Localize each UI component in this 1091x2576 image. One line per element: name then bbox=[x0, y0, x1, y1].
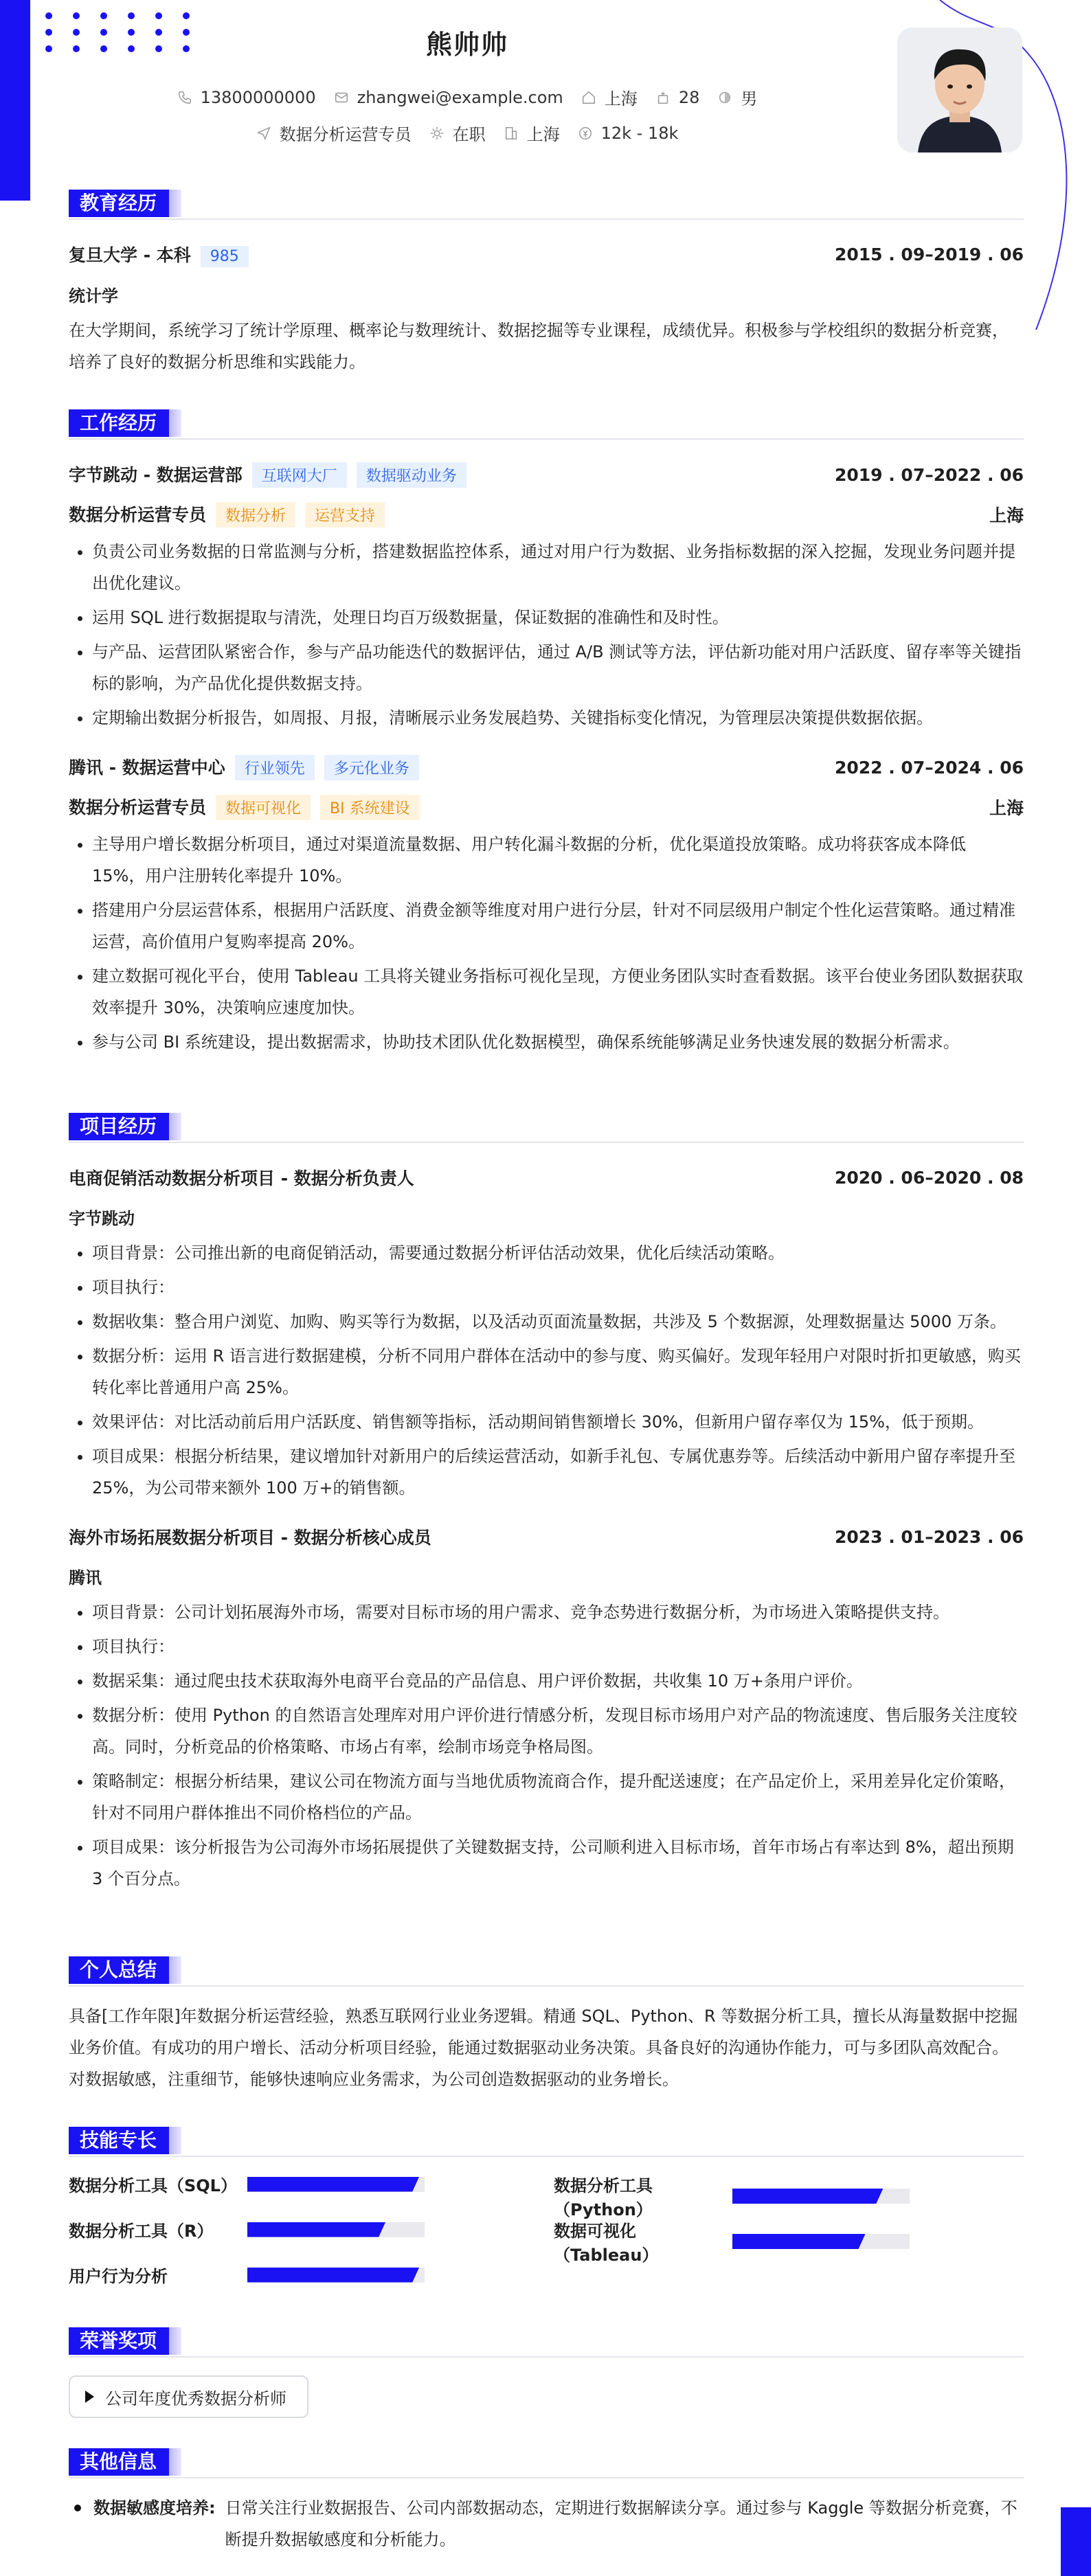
skill-bar-fill bbox=[247, 2177, 419, 2192]
list-item: • 运用 SQL 进行数据提取与清洗，处理日均百万级数据量，保证数据的准确性和及时性。 bbox=[92, 602, 1024, 633]
job-location: 上海 bbox=[989, 506, 1024, 526]
phone-icon bbox=[177, 90, 192, 105]
bottom-right-accent-bar bbox=[1061, 2507, 1091, 2576]
skill-bar bbox=[732, 2234, 910, 2249]
contact-row bbox=[0, 85, 934, 109]
list-item: • 数据收集：整合用户浏览、加购、购买等行为数据，以及活动页面流量数据，共涉及 5 个数据源，处理数据量达 5000 万条。 bbox=[92, 1306, 1024, 1337]
awards-section bbox=[69, 2327, 1024, 2418]
role-line bbox=[69, 501, 385, 528]
skill-item bbox=[69, 2263, 425, 2287]
summary-text: 具备[工作年限]年数据分析运营经验，熟悉互联网行业业务逻辑。精通 SQL、Python、R 等数据分析工具，擅长从海量数据中挖掘业务价值。有成功的用户增长、活动分析项目经验，能通过数据驱动业务决策。具备良好的沟通协作能力，可与多团队高效配合。对数据敏感，注重细节，能够快速响应业务需求，为公司创造数据驱动的业务增长。 bbox=[69, 2007, 1018, 2089]
age-text: 28 bbox=[678, 87, 700, 107]
list-item: • 搭建用户分层运营体系，根据用户活跃度、消费金额等维度对用户进行分层，针对不同层级用户制定个性化运营策略。通过精准运营，高价值用户复购率提高 20%。 bbox=[92, 894, 1024, 958]
section-header bbox=[69, 2327, 1024, 2358]
section-header bbox=[69, 409, 1024, 440]
project-entry bbox=[69, 1524, 1024, 1895]
role-tag: 数据分析 bbox=[216, 502, 295, 528]
school-tag: 985 bbox=[201, 246, 249, 267]
send-icon bbox=[256, 126, 271, 141]
skill-bar bbox=[732, 2189, 910, 2204]
job-header bbox=[69, 462, 1024, 488]
skill-name: 数据分析工具（SQL） bbox=[69, 2176, 237, 2195]
skill-name: 数据分析工具（Python） bbox=[554, 2176, 653, 2219]
money-icon bbox=[578, 126, 593, 141]
target-city-item bbox=[504, 121, 560, 145]
gender-text: 男 bbox=[741, 89, 758, 109]
play-icon bbox=[85, 2391, 94, 2403]
job-entry bbox=[69, 462, 1024, 734]
age-item bbox=[655, 88, 700, 107]
company-tag: 互联网大厂 bbox=[252, 462, 347, 488]
role-row bbox=[69, 794, 1024, 820]
skill-item bbox=[554, 2217, 910, 2266]
role-line bbox=[69, 794, 420, 820]
job-date: 2022 . 07–2024 . 06 bbox=[834, 757, 1024, 778]
skill-bar-fill bbox=[247, 2222, 385, 2237]
section-title: 个人总结 bbox=[69, 1956, 169, 1984]
gear-icon bbox=[429, 126, 445, 141]
skill-name: 用户行为分析 bbox=[69, 2267, 168, 2286]
skill-name: 数据分析工具（R） bbox=[69, 2222, 214, 2241]
project-bullets bbox=[69, 1237, 1024, 1504]
list-item: • 策略制定：根据分析结果，建议公司在物流方面与当地优质物流商合作，提升配送速度；在产品定价上，采用差异化定价策略，针对不同用户群体推出不同价格档位的产品。 bbox=[92, 1765, 1024, 1829]
project-name: 海外市场拓展数据分析项目 - 数据分析核心成员 bbox=[69, 1528, 431, 1548]
list-item: • 负责公司业务数据的日常监测与分析，搭建数据监控体系，通过对用户行为数据、业务指标数据的深入挖掘，发现业务问题并提出优化建议。 bbox=[92, 536, 1024, 599]
education-section bbox=[69, 190, 1024, 378]
city-item bbox=[581, 85, 638, 109]
other-item bbox=[69, 2492, 1024, 2555]
project-org: 腾讯 bbox=[69, 1568, 102, 1588]
company-tag: 行业领先 bbox=[235, 755, 315, 780]
email-text: zhangwei@example.com bbox=[357, 87, 563, 107]
job-entry bbox=[69, 754, 1024, 1058]
list-item: • 参与公司 BI 系统建设，提出数据需求，协助技术团队优化数据模型，确保系统能够满足业务快速发展的数据分析需求。 bbox=[92, 1026, 1024, 1058]
skill-bar bbox=[247, 2268, 425, 2283]
section-title: 其他信息 bbox=[69, 2448, 169, 2476]
project-bullets bbox=[69, 1596, 1024, 1895]
gender-icon bbox=[717, 90, 732, 105]
list-item: • 建立数据可视化平台，使用 Tableau 工具将关键业务指标可视化呈现，方便业务团队实时查看数据。该平台使业务团队数据获取效率提升 30%，决策响应速度加快。 bbox=[92, 960, 1024, 1024]
job-target-item bbox=[256, 121, 412, 145]
list-item: • 与产品、运营团队紧密合作，参与产品功能迭代的数据评估，通过 A/B 测试等方法，评估新功能对用户活跃度、留存率等关键指标的影响，为产品优化提供数据支持。 bbox=[92, 636, 1024, 699]
award-item bbox=[69, 2375, 308, 2418]
education-desc: 在大学期间，系统学习了统计学原理、概率论与数理统计、数据挖掘等专业课程，成绩优异。积极参与学校组织的数据分析竞赛，培养了良好的数据分析思维和实践能力。 bbox=[69, 321, 1009, 372]
job-date: 2019 . 07–2022 . 06 bbox=[834, 464, 1024, 485]
job-target-text: 数据分析运营专员 bbox=[279, 125, 412, 144]
role-name: 数据分析运营专员 bbox=[69, 798, 207, 817]
project-date: 2020 . 06–2020 . 08 bbox=[834, 1167, 1024, 1188]
list-item: • 项目执行： bbox=[92, 1631, 1024, 1662]
project-name: 电商促销活动数据分析项目 - 数据分析负责人 bbox=[69, 1168, 414, 1188]
education-row bbox=[69, 242, 1024, 267]
status-item bbox=[429, 121, 486, 145]
home-icon bbox=[581, 90, 596, 105]
company-tag: 多元化业务 bbox=[324, 755, 419, 780]
company-name: 腾讯 - 数据运营中心 bbox=[69, 758, 225, 778]
list-item: • 数据采集：通过爬虫技术获取海外电商平台竞品的产品信息、用户评价数据，共收集 10 万+条用户评价。 bbox=[92, 1665, 1024, 1697]
role-name: 数据分析运营专员 bbox=[69, 505, 207, 525]
salary-item bbox=[578, 124, 679, 143]
company-line bbox=[69, 754, 419, 780]
skill-item bbox=[69, 2172, 425, 2196]
other-text: 日常关注行业数据报告、公司内部数据动态，定期进行数据解读分享。通过参与 Kaggle 等数据分析竞赛，不断提升数据敏感度和分析能力。 bbox=[225, 2498, 1017, 2549]
project-header bbox=[69, 1165, 1024, 1190]
skill-bar-fill bbox=[247, 2268, 419, 2283]
school-name: 复旦大学 - 本科 bbox=[69, 245, 191, 265]
skill-bar-fill bbox=[732, 2234, 866, 2249]
gender-item bbox=[717, 85, 757, 109]
job-row bbox=[0, 121, 934, 145]
section-title: 荣誉奖项 bbox=[69, 2327, 169, 2355]
section-header bbox=[69, 190, 1024, 220]
education-major: 统计学 bbox=[69, 286, 118, 306]
award-name: 公司年度优秀数据分析师 bbox=[105, 2388, 286, 2408]
company-line bbox=[69, 462, 466, 488]
section-title: 项目经历 bbox=[69, 1113, 169, 1140]
project-header bbox=[69, 1524, 1024, 1549]
section-title: 技能专长 bbox=[69, 2127, 169, 2154]
bullet-dot bbox=[74, 2505, 81, 2511]
skills-section bbox=[69, 2127, 1024, 2309]
work-section bbox=[69, 409, 1024, 1061]
role-tag: BI 系统建设 bbox=[320, 795, 420, 820]
candidate-name: 熊帅帅 bbox=[425, 30, 508, 60]
skills-grid bbox=[69, 2172, 1024, 2309]
age-icon bbox=[655, 90, 671, 105]
role-tag: 数据可视化 bbox=[216, 795, 311, 820]
section-header bbox=[69, 2448, 1024, 2478]
mail-icon bbox=[334, 90, 349, 105]
list-item: • 数据分析：使用 Python 的自然语言处理库对用户评价进行情感分析，发现目标市场用户对产品的物流速度、售后服务关注度较高。同时，分析竞品的价格策略、市场占有率，绘制市场竞争格局图。 bbox=[92, 1699, 1024, 1763]
list-item: • 项目背景：公司计划拓展海外市场，需要对目标市场的用户需求、竞争态势进行数据分析，为市场进入策略提供支持。 bbox=[92, 1596, 1024, 1628]
list-item: • 项目执行： bbox=[92, 1272, 1024, 1303]
section-header bbox=[69, 2127, 1024, 2157]
award-list bbox=[69, 2375, 1024, 2418]
job-location: 上海 bbox=[989, 798, 1024, 818]
education-date: 2015 . 09–2019 . 06 bbox=[834, 245, 1024, 264]
projects-section bbox=[69, 1113, 1024, 1897]
project-org: 字节跳动 bbox=[69, 1209, 135, 1228]
list-item: • 项目成果：根据分析结果，建议增加针对新用户的后续运营活动，如新手礼包、专属优惠券等。后续活动中新用户留存率提升至 25%，为公司带来额外 100 万+的销售额。 bbox=[92, 1440, 1024, 1504]
phone-text: 13800000000 bbox=[200, 87, 316, 107]
phone-item bbox=[177, 88, 316, 107]
company-name: 字节跳动 - 数据运营部 bbox=[69, 465, 243, 485]
job-bullets bbox=[69, 536, 1024, 734]
profile-photo bbox=[897, 27, 1022, 152]
status-text: 在职 bbox=[452, 125, 486, 144]
project-entry bbox=[69, 1165, 1024, 1504]
email-item bbox=[334, 88, 563, 107]
avatar-illustration bbox=[897, 27, 1022, 152]
building-icon bbox=[504, 126, 519, 141]
other-section bbox=[69, 2448, 1024, 2555]
list-item: • 定期输出数据分析报告，如周报、月报，清晰展示业务发展趋势、关键指标变化情况，为管理层决策提供数据依据。 bbox=[92, 702, 1024, 734]
salary-text: 12k - 18k bbox=[600, 123, 679, 143]
skill-name: 数据可视化（Tableau） bbox=[554, 2222, 659, 2265]
skill-bar bbox=[247, 2222, 425, 2237]
section-header bbox=[69, 1113, 1024, 1143]
list-item: • 效果评估：对比活动前后用户活跃度、销售额等指标，活动期间销售额增长 30%，但新用户留存率仅为 15%，低于预期。 bbox=[92, 1406, 1024, 1438]
list-item: • 数据分析：运用 R 语言进行数据建模，分析不同用户群体在活动中的参与度、购买偏好。发现年轻用户对限时折扣更敏感，购买转化率比普通用户高 25%。 bbox=[92, 1340, 1024, 1403]
summary-section bbox=[69, 1956, 1024, 2095]
section-title: 工作经历 bbox=[69, 409, 169, 437]
skill-item bbox=[69, 2217, 425, 2241]
role-row bbox=[69, 501, 1024, 528]
list-item: • 主导用户增长数据分析项目，通过对渠道流量数据、用户转化漏斗数据的分析，优化渠道投放策略。成功将获客成本降低 15%，用户注册转化率提升 10%。 bbox=[92, 828, 1024, 892]
list-item: • 项目背景：公司推出新的电商促销活动，需要通过数据分析评估活动效果，优化后续活动策略。 bbox=[92, 1237, 1024, 1269]
section-title: 教育经历 bbox=[69, 190, 169, 217]
section-header bbox=[69, 1956, 1024, 1987]
project-date: 2023 . 01–2023 . 06 bbox=[834, 1526, 1024, 1547]
school-line bbox=[69, 242, 249, 267]
skill-item bbox=[554, 2172, 910, 2220]
skill-bar-fill bbox=[732, 2189, 883, 2204]
other-label: 数据敏感度培养: bbox=[93, 2498, 216, 2518]
list-item: • 项目成果：该分析报告为公司海外市场拓展提供了关键数据支持，公司顺利进入目标市场，首年市场占有率达到 8%，超出预期 3 个百分点。 bbox=[92, 1831, 1024, 1895]
target-city-text: 上海 bbox=[526, 125, 560, 144]
job-header bbox=[69, 754, 1024, 780]
skill-bar bbox=[247, 2177, 425, 2192]
job-bullets bbox=[69, 828, 1024, 1058]
company-tag: 数据驱动业务 bbox=[357, 462, 466, 488]
role-tag: 运营支持 bbox=[305, 502, 385, 528]
city-text: 上海 bbox=[604, 89, 638, 109]
